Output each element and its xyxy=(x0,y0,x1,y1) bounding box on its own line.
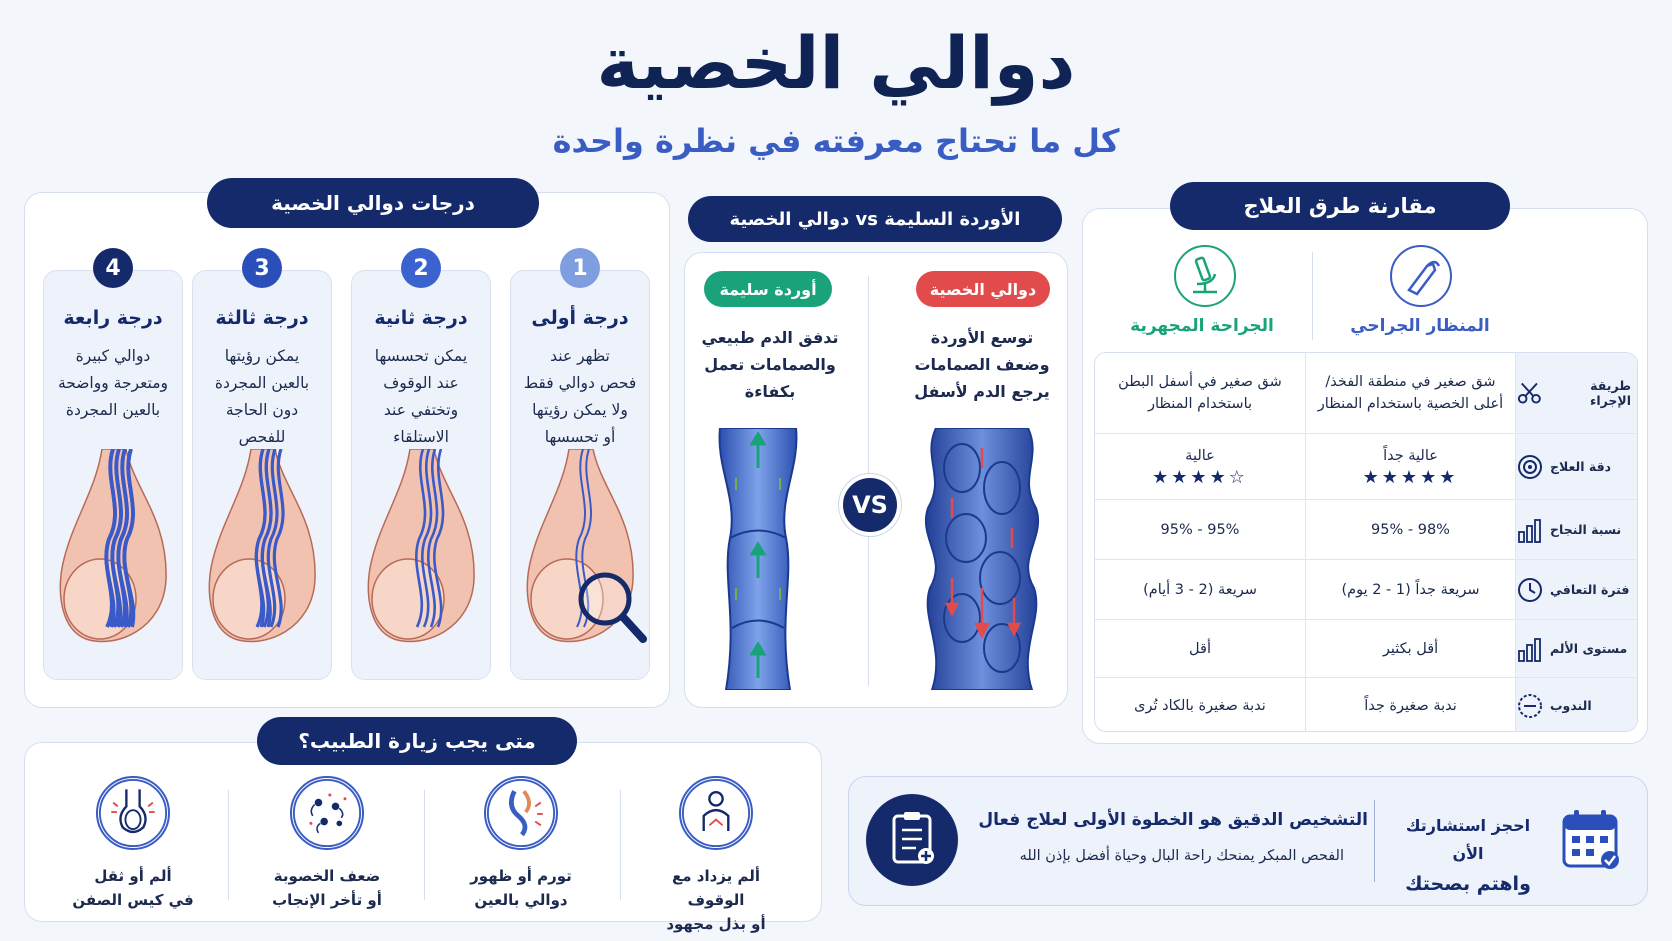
laparoscopic-cell xyxy=(1305,434,1515,499)
chart-icon xyxy=(1516,635,1544,663)
book-consultation-text[interactable] xyxy=(1388,812,1548,900)
microsurgery-value: 95% - 95% xyxy=(1160,521,1240,538)
methods-divider xyxy=(1312,252,1313,340)
scrotum-illustration xyxy=(364,449,480,649)
doctor-item-line: ألم يزداد مع الوقوف xyxy=(671,867,760,909)
doctor-divider xyxy=(228,790,229,900)
grade-description xyxy=(193,343,331,451)
veins-title: الأوردة السليمة vs دوالي الخصية xyxy=(688,196,1062,242)
book-line: واهتم بصحتك xyxy=(1405,873,1531,895)
grade-description-line: تظهر عند xyxy=(550,347,610,365)
target-icon xyxy=(1516,453,1544,481)
grade-description-line: يمكن تحسسها xyxy=(374,347,468,365)
microsurgery-cell xyxy=(1095,500,1305,559)
doctor-item-standing-pain xyxy=(641,776,791,936)
scar-icon xyxy=(1516,692,1544,720)
grade-description-line: الاستلقاء xyxy=(393,428,449,446)
scrotum-illustration xyxy=(205,449,321,649)
swelling-icon xyxy=(484,776,558,850)
table-row xyxy=(1095,559,1638,619)
grade-description-line: فحص دوالي فقط xyxy=(523,374,637,392)
sperm-icon xyxy=(290,776,364,850)
grade-title: درجة رابعة xyxy=(63,307,163,329)
varicocele-line: وضعف الصمامات xyxy=(914,355,1050,374)
row-label-text: مستوى الألم xyxy=(1550,641,1628,656)
table-row xyxy=(1095,677,1638,732)
varicocele-tag: دوالي الخصية xyxy=(916,271,1050,307)
table-row xyxy=(1095,619,1638,677)
microsurgery-value: سريعة (2 - 3 أيام) xyxy=(1143,581,1257,598)
row-label-text: فترة التعافي xyxy=(1550,582,1630,597)
grade-number-badge: 3 xyxy=(242,248,282,288)
doctor-item-text xyxy=(252,864,402,912)
row-label-text: نسبة النجاح xyxy=(1550,522,1622,537)
grade-card-1 xyxy=(510,270,650,680)
microsurgery-value: ندبة صغيرة بالكاد تُرى xyxy=(1134,697,1266,714)
clipboard-icon xyxy=(864,792,960,888)
doctor-item-scrotum-pain xyxy=(58,776,208,912)
varicocele-vein-illustration xyxy=(922,428,1042,690)
row-label-text: الندوب xyxy=(1550,698,1592,713)
table-row xyxy=(1095,499,1638,559)
doctor-item-line: ضعف الخصوبة xyxy=(273,867,381,885)
healthy-description xyxy=(690,324,850,405)
laparoscopic-cell xyxy=(1305,560,1515,619)
doctor-item-line: في كيس الصفن xyxy=(72,891,194,909)
grade-card-2 xyxy=(351,270,491,680)
page-subtitle: كل ما تحتاج معرفته في نظرة واحدة xyxy=(552,122,1120,160)
row-label-text: طريقة الإجراء xyxy=(1589,378,1631,408)
microsurgery-heading: الجراحة المجهرية xyxy=(1130,316,1274,336)
grade-number-badge: 4 xyxy=(93,248,133,288)
scissors-icon xyxy=(1516,379,1543,407)
healthy-line: بكفاءة xyxy=(744,382,796,401)
doctor-title: متى يجب زيارة الطبيب؟ xyxy=(257,717,577,765)
calendar-icon xyxy=(1560,806,1622,872)
microsurgery-cell xyxy=(1095,560,1305,619)
laparoscopic-value: سريعة جداً (1 - 2 يوم) xyxy=(1341,581,1480,598)
comparison-table xyxy=(1094,352,1638,732)
doctor-divider xyxy=(620,790,621,900)
cta-headline: التشخيص الدقيق هو الخطوة الأولى لعلاج فعال xyxy=(978,810,1368,830)
doctor-item-line: أو بذل مجهود xyxy=(666,915,766,933)
magnifier-icon xyxy=(573,567,649,647)
laparoscopic-heading: المنظار الجراحي xyxy=(1350,316,1490,336)
doctor-item-text xyxy=(58,864,208,912)
vs-badge: VS xyxy=(839,474,901,536)
row-label-text: دقة العلاج xyxy=(1550,459,1612,474)
doctor-item-line: ألم أو ثقل xyxy=(94,867,172,885)
varicocele-description xyxy=(896,324,1068,405)
varicocele-line: توسع الأوردة xyxy=(930,328,1034,347)
doctor-item-line: أو تأخر الإنجاب xyxy=(272,891,382,909)
grades-title: درجات دوالي الخصية xyxy=(207,178,539,228)
grade-card-3 xyxy=(192,270,332,680)
laparoscopic-cell xyxy=(1305,678,1515,732)
scrotum-illustration xyxy=(56,449,172,649)
row-label xyxy=(1515,560,1638,619)
grade-number-badge: 2 xyxy=(401,248,441,288)
grade-description xyxy=(511,343,649,451)
laparoscopic-value: ندبة صغيرة جداً xyxy=(1364,697,1457,714)
healthy-line: تدفق الدم طبيعي xyxy=(701,328,839,347)
laparoscope-icon xyxy=(1389,244,1453,308)
varicocele-line: يرجع الدم لأسفل xyxy=(914,382,1050,401)
laparoscopic-value: أقل بكثير xyxy=(1382,640,1439,657)
laparoscopic-cell xyxy=(1305,353,1515,433)
grade-description xyxy=(352,343,490,451)
microsurgery-value: عالية xyxy=(1185,447,1215,464)
grade-description-line: بالعين المجردة xyxy=(65,401,161,419)
grade-description-line: دوالي كبيرة xyxy=(75,347,151,365)
row-label xyxy=(1515,620,1638,677)
doctor-item-swelling xyxy=(446,776,596,912)
microscope-icon xyxy=(1173,244,1237,308)
star-rating: ★★★★★ xyxy=(1362,466,1459,488)
cta-tagline: الفحص المبكر يمنحك راحة البال وحياة أفضل بإذن الله xyxy=(1019,848,1344,864)
microsurgery-cell xyxy=(1095,620,1305,677)
grade-description-line: للفحص xyxy=(238,428,286,446)
healthy-vein-illustration xyxy=(708,428,808,690)
grade-description-line: أو تحسسها xyxy=(544,428,616,446)
row-label xyxy=(1515,353,1638,433)
laparoscopic-cell xyxy=(1305,500,1515,559)
microsurgery-cell xyxy=(1095,434,1305,499)
doctor-divider xyxy=(424,790,425,900)
grade-description-line: ولا يمكن رؤيتها xyxy=(532,401,628,419)
grade-description-line: يمكن رؤيتها xyxy=(224,347,300,365)
microsurgery-cell xyxy=(1095,678,1305,732)
healthy-line: والصمامات تعمل xyxy=(704,355,836,374)
doctor-item-text xyxy=(641,864,791,936)
grade-description-line: ومتعرجة وواضحة xyxy=(57,374,169,392)
microsurgery-value: أقل xyxy=(1189,640,1211,657)
clock-icon xyxy=(1516,576,1544,604)
grade-description-line: دون الحاجة xyxy=(225,401,299,419)
treatment-title: مقارنة طرق العلاج xyxy=(1170,182,1510,230)
doctor-item-line: دوالي بالعين xyxy=(474,891,568,909)
grade-description-line: بالعين المجردة xyxy=(214,374,310,392)
row-label xyxy=(1515,500,1638,559)
grade-title: درجة ثانية xyxy=(374,307,468,329)
row-label xyxy=(1515,678,1638,732)
cta-divider xyxy=(1374,800,1375,882)
microsurgery-cell xyxy=(1095,353,1305,433)
grade-description xyxy=(44,343,182,424)
grade-description-line: عند الوقوف xyxy=(383,374,459,392)
healthy-tag: أوردة سليمة xyxy=(704,271,832,307)
grade-description-line: وتختفي عند xyxy=(383,401,459,419)
laparoscopic-value: عالية جداً xyxy=(1383,447,1438,464)
grade-card-4 xyxy=(43,270,183,680)
laparoscopic-cell xyxy=(1305,620,1515,677)
chart-icon xyxy=(1516,516,1544,544)
laparoscopic-value: 98% - 95% xyxy=(1371,521,1450,538)
page-title: دوالي الخصية xyxy=(596,21,1076,105)
doctor-item-line: تورم أو ظهور xyxy=(470,867,572,885)
star-rating: ★★★★☆ xyxy=(1152,466,1248,488)
laparoscopic-value: شق صغير في منطقة الفخذ/أعلى الخصية باستخدام المنظار xyxy=(1317,374,1504,412)
grade-title: درجة ثالثة xyxy=(215,307,309,329)
scrotum-pain-icon xyxy=(96,776,170,850)
doctor-item-fertility xyxy=(252,776,402,912)
standing-pain-icon xyxy=(679,776,753,850)
grade-number-badge: 1 xyxy=(560,248,600,288)
row-label xyxy=(1515,434,1638,499)
microsurgery-value: شق صغير في أسفل البطن باستخدام المنظار xyxy=(1118,374,1282,412)
book-line: احجز استشارتك الأن xyxy=(1405,816,1531,863)
grade-title: درجة أولى xyxy=(531,307,629,329)
doctor-item-text xyxy=(446,864,596,912)
table-row xyxy=(1095,433,1638,499)
table-row xyxy=(1095,353,1638,433)
